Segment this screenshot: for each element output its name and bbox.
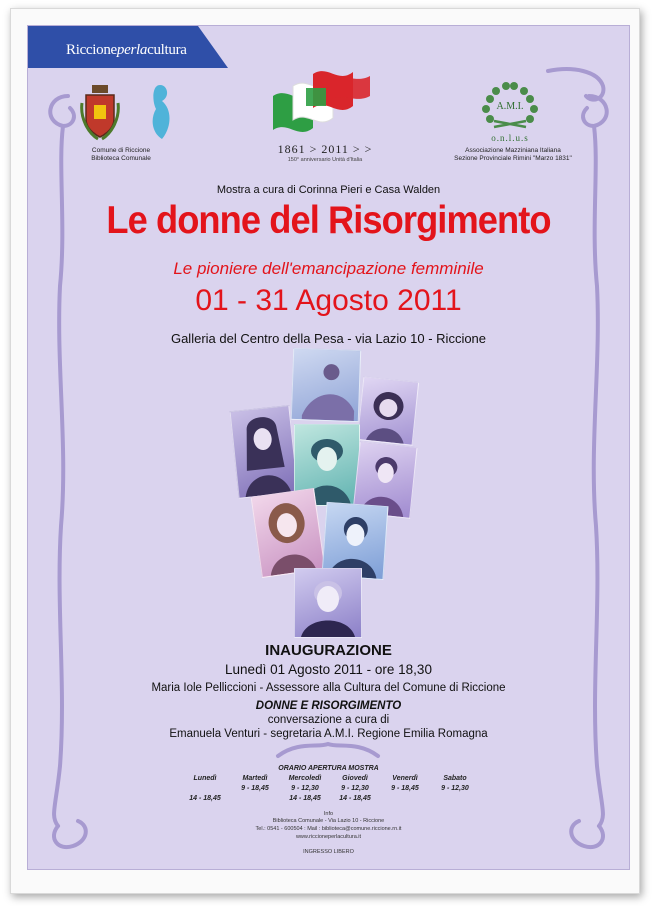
free-entry-label: INGRESSO LIBERO — [303, 849, 354, 855]
schedule-day: Giovedì — [342, 775, 368, 782]
schedule-morning-hours: 9 - 12,30 — [341, 785, 369, 792]
schedule-morning-hours: 9 - 18,45 — [241, 785, 269, 792]
talk-title: DONNE E RISORGIMENTO — [255, 700, 402, 712]
schedule-afternoon-hours: 14 - 18,45 — [339, 795, 371, 802]
footer-website[interactable]: www.riccioneperlacultura.it — [295, 834, 362, 840]
portrait-dark-hair-woman — [357, 376, 419, 446]
schedule-day: Martedì — [242, 775, 268, 782]
anniversary-subcaption: 150° anniversario Unità d'Italia — [287, 157, 363, 163]
schedule-table — [180, 775, 480, 802]
anniversary-caption: 1861 > 2011 > > — [277, 142, 373, 156]
italian-flag-icon — [268, 66, 378, 138]
schedule-morning-hours: 9 - 12,30 — [441, 785, 469, 792]
exhibition-subtitle: Le pioniere dell'emancipazione femminile — [173, 259, 484, 278]
curators-line: Mostra a cura di Corinna Pieri e Casa Walden — [216, 184, 441, 196]
portrait-reclining-woman — [291, 348, 361, 422]
schedule-afternoon-row — [180, 795, 480, 802]
inauguration-heading: INAUGURAZIONE — [265, 642, 392, 659]
schedule-day: Sabato — [443, 775, 467, 782]
info-label: Info — [323, 811, 334, 817]
brand-logo: Riccioneperlacultura — [66, 42, 187, 58]
schedule-morning-hours: 9 - 12,30 — [291, 785, 319, 792]
inauguration-date: Lunedì 01 Agosto 2011 - ore 18,30 — [225, 662, 432, 677]
schedule-day: Lunedì — [193, 775, 217, 782]
footer-contacts: Tel.: 0541 - 600504 : Mail : biblioteca@comune.riccione.rn.it — [255, 826, 402, 832]
schedule-afternoon-hours: 14 - 18,45 — [289, 795, 321, 802]
library-drop-icon — [148, 83, 172, 143]
portrait-veiled-woman — [230, 405, 299, 499]
poster — [27, 25, 630, 870]
riccione-crest-icon — [80, 83, 120, 143]
exhibition-dates: 01 - 31 Agosto 2011 — [195, 284, 462, 317]
ami-logo-label: Associazione Mazziniana Italiana Sezione Provinciale Rimini "Marzo 1831" — [454, 147, 572, 162]
portrait-elder-woman — [294, 568, 362, 638]
schedule-afternoon-hours: 14 - 18,45 — [189, 795, 221, 802]
talk-line-1: conversazione a cura di — [267, 714, 390, 726]
schedule-morning-row — [180, 785, 480, 792]
exhibition-venue: Galleria del Centro della Pesa - via Lazio 10 - Riccione — [170, 331, 487, 346]
portrait-collage — [228, 346, 428, 636]
schedule-heading: ORARIO APERTURA MOSTRA — [278, 765, 379, 772]
footer-address: Biblioteca Comunale - Via Lazio 10 - Riccione — [272, 818, 385, 824]
portrait-curly-woman — [251, 488, 326, 578]
talk-line-2: Emanuela Venturi - segretaria A.M.I. Regione Emilia Romagna — [169, 728, 488, 740]
schedule-days-row — [180, 775, 480, 782]
schedule-day: Mercoledì — [288, 775, 322, 782]
schedule-day: Venerdì — [392, 775, 418, 782]
schedule-afternoon-hours — [230, 795, 280, 802]
schedule-afternoon-hours — [380, 795, 430, 802]
ami-emblem-text: A.M.I. — [496, 101, 524, 112]
schedule-afternoon-hours — [430, 795, 480, 802]
riccione-logo-label: Comune di Riccione Biblioteca Comunale — [91, 147, 151, 162]
schedule-morning-hours — [180, 785, 230, 792]
ami-onlus: o.n.l.u.s — [491, 133, 529, 143]
exhibition-title: Le donne del Risorgimento — [106, 199, 551, 242]
schedule-morning-hours: 9 - 18,45 — [391, 785, 419, 792]
inauguration-speaker: Maria Iole Pelliccioni - Assessore alla Cultura del Comune di Riccione — [151, 682, 506, 694]
